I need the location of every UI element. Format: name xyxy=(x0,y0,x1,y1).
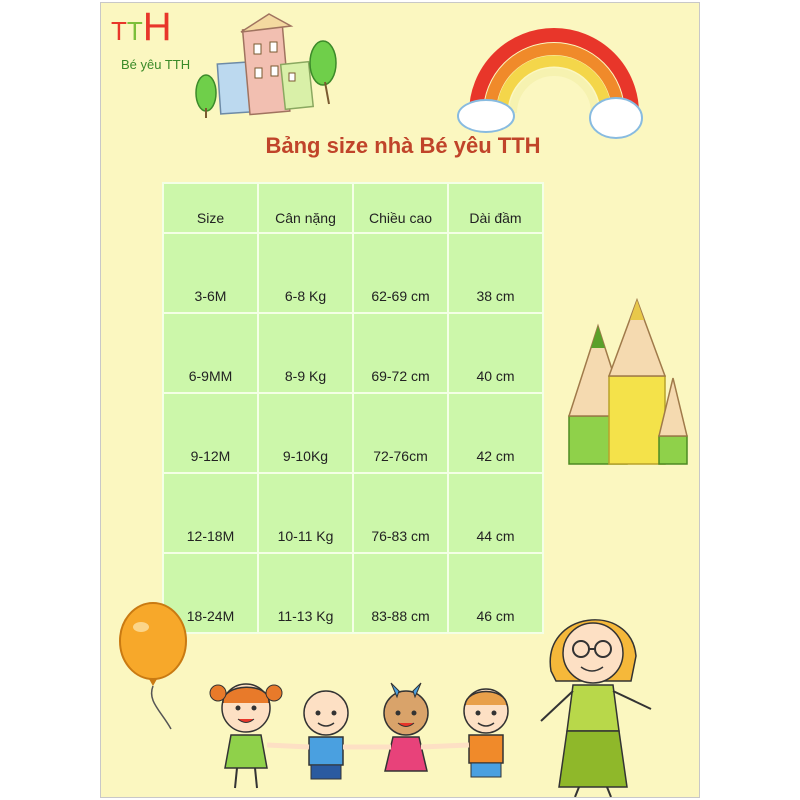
table-row xyxy=(163,233,543,313)
rainbow-illustration xyxy=(456,8,646,143)
table-row xyxy=(163,553,543,633)
table-row xyxy=(163,313,543,393)
table-cell: 12-18M xyxy=(163,473,258,553)
header-dress-length: Dài đầm xyxy=(448,183,543,233)
balloon-illustration xyxy=(111,601,201,731)
table-cell: 46 cm xyxy=(448,553,543,633)
table-cell: 8-9 Kg xyxy=(258,313,353,393)
table-cell: 76-83 cm xyxy=(353,473,448,553)
table-cell: 40 cm xyxy=(448,313,543,393)
table-cell: 42 cm xyxy=(448,393,543,473)
page-title: Bảng size nhà Bé yêu TTH xyxy=(265,133,541,158)
header-height: Chiều cao xyxy=(353,183,448,233)
table-cell: 69-72 cm xyxy=(353,313,448,393)
header-weight: Cân nặng xyxy=(258,183,353,233)
logo-letter: H xyxy=(142,5,172,49)
table-cell: 38 cm xyxy=(448,233,543,313)
table-cell: 9-10Kg xyxy=(258,393,353,473)
logo-mark xyxy=(111,7,172,51)
table-cell: 44 cm xyxy=(448,473,543,553)
logo-letter: T xyxy=(126,16,143,46)
logo-tagline: Bé yêu TTH xyxy=(121,57,191,72)
size-table xyxy=(162,182,544,634)
children-illustration xyxy=(201,663,541,797)
header-size: Size xyxy=(163,183,258,233)
table-row xyxy=(163,393,543,473)
table-cell: 6-9MM xyxy=(163,313,258,393)
table-cell: 3-6M xyxy=(163,233,258,313)
table-cell: 11-13 Kg xyxy=(258,553,353,633)
table-cell: 62-69 cm xyxy=(353,233,448,313)
pencils-illustration xyxy=(567,298,691,468)
table-header-row xyxy=(163,183,543,233)
table-cell: 72-76cm xyxy=(353,393,448,473)
logo-letter: T xyxy=(111,16,127,46)
table-cell: 9-12M xyxy=(163,393,258,473)
table-cell: 18-24M xyxy=(163,553,258,633)
houses-illustration xyxy=(171,8,351,118)
table-cell: 6-8 Kg xyxy=(258,233,353,313)
teacher-illustration xyxy=(531,601,671,797)
table-cell: 10-11 Kg xyxy=(258,473,353,553)
table-cell: 83-88 cm xyxy=(353,553,448,633)
table-row xyxy=(163,473,543,553)
size-chart-poster xyxy=(100,2,700,798)
